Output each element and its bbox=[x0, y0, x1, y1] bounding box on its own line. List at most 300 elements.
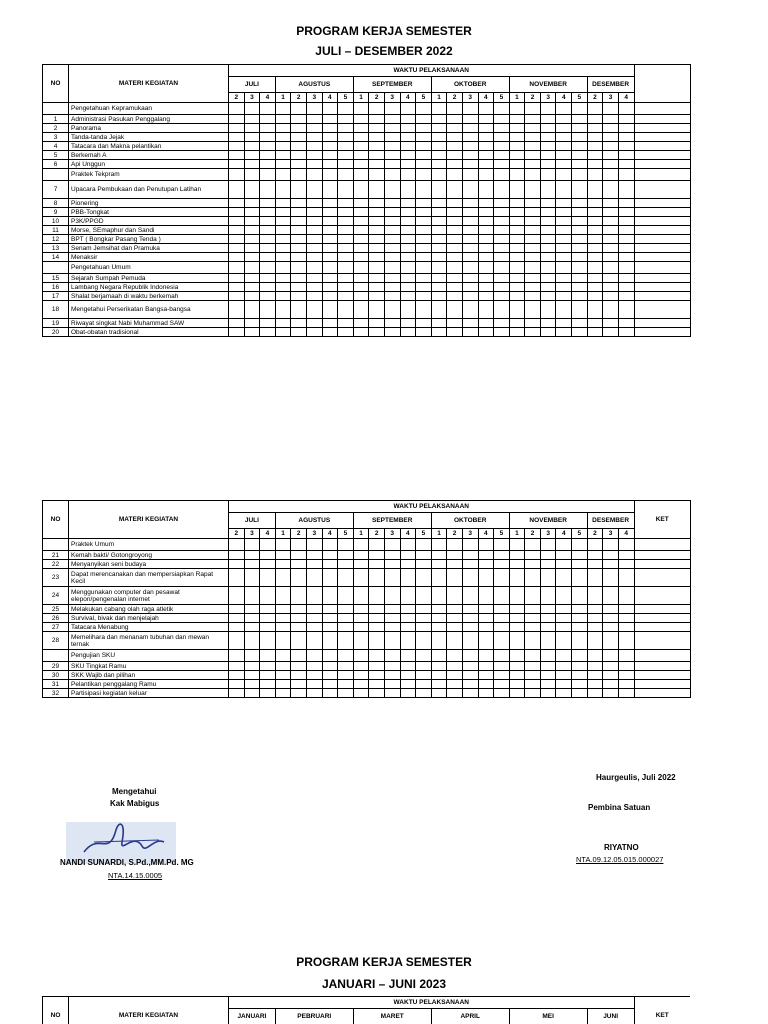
week-cell bbox=[416, 115, 432, 124]
week-cell bbox=[587, 662, 603, 671]
week-cell bbox=[338, 689, 354, 698]
ket-cell bbox=[634, 169, 690, 181]
week-cell bbox=[369, 650, 385, 662]
week-cell bbox=[275, 614, 291, 623]
week-cell bbox=[603, 680, 619, 689]
week-cell bbox=[462, 551, 478, 560]
week-cell bbox=[244, 262, 260, 274]
week-cell bbox=[540, 199, 556, 208]
week-cell bbox=[540, 235, 556, 244]
schedule-table-3 bbox=[42, 996, 690, 1024]
week-cell bbox=[306, 262, 322, 274]
week-cell bbox=[462, 623, 478, 632]
week-cell bbox=[369, 560, 385, 569]
row-materi: Mengetahui Perserikatan Bangsa-bangsa bbox=[69, 301, 229, 319]
week-cell bbox=[603, 551, 619, 560]
week-cell bbox=[353, 199, 369, 208]
week-cell bbox=[618, 301, 634, 319]
row-no: 5 bbox=[43, 151, 69, 160]
week-cell bbox=[384, 587, 400, 605]
week-cell bbox=[260, 605, 276, 614]
week-cell bbox=[260, 560, 276, 569]
week-header: 2 bbox=[291, 93, 307, 103]
week-cell bbox=[618, 689, 634, 698]
week-cell bbox=[275, 235, 291, 244]
week-cell bbox=[416, 539, 432, 551]
week-cell bbox=[462, 142, 478, 151]
week-cell bbox=[556, 115, 572, 124]
week-cell bbox=[509, 124, 525, 133]
week-cell bbox=[306, 539, 322, 551]
week-cell bbox=[540, 539, 556, 551]
week-cell bbox=[353, 632, 369, 650]
week-cell bbox=[587, 142, 603, 151]
week-cell bbox=[447, 292, 463, 301]
table-row bbox=[43, 115, 691, 124]
week-cell bbox=[275, 274, 291, 283]
week-cell bbox=[322, 689, 338, 698]
week-cell bbox=[338, 319, 354, 328]
week-cell bbox=[384, 226, 400, 235]
week-cell bbox=[556, 301, 572, 319]
week-cell bbox=[462, 301, 478, 319]
week-cell bbox=[384, 283, 400, 292]
week-cell bbox=[400, 662, 416, 671]
row-no: 6 bbox=[43, 160, 69, 169]
week-cell bbox=[494, 587, 510, 605]
week-cell bbox=[462, 632, 478, 650]
week-cell bbox=[494, 160, 510, 169]
week-cell bbox=[384, 274, 400, 283]
week-cell bbox=[291, 632, 307, 650]
section-label: Pengetahuan Umum bbox=[69, 262, 229, 274]
week-cell bbox=[494, 142, 510, 151]
row-materi: Tanda-tanda Jejak bbox=[69, 133, 229, 142]
week-cell bbox=[353, 587, 369, 605]
week-cell bbox=[275, 605, 291, 614]
week-cell bbox=[525, 680, 541, 689]
week-cell bbox=[556, 283, 572, 292]
week-cell bbox=[603, 169, 619, 181]
week-cell bbox=[447, 274, 463, 283]
week-cell bbox=[525, 283, 541, 292]
week-cell bbox=[353, 103, 369, 115]
week-cell bbox=[462, 208, 478, 217]
week-cell bbox=[540, 244, 556, 253]
week-cell bbox=[384, 605, 400, 614]
table-row bbox=[43, 181, 691, 199]
row-no: 29 bbox=[43, 662, 69, 671]
week-cell bbox=[462, 328, 478, 337]
section-label: Praktek Tekpram bbox=[69, 169, 229, 181]
week-cell bbox=[306, 124, 322, 133]
week-cell bbox=[525, 671, 541, 680]
week-cell bbox=[509, 253, 525, 262]
week-cell bbox=[447, 133, 463, 142]
week-cell bbox=[494, 614, 510, 623]
week-cell bbox=[525, 614, 541, 623]
week-cell bbox=[322, 142, 338, 151]
week-cell bbox=[322, 560, 338, 569]
week-cell bbox=[478, 142, 494, 151]
week-cell bbox=[369, 623, 385, 632]
week-cell bbox=[275, 632, 291, 650]
week-cell bbox=[369, 151, 385, 160]
week-cell bbox=[572, 208, 588, 217]
week-cell bbox=[587, 539, 603, 551]
week-cell bbox=[540, 560, 556, 569]
week-cell bbox=[322, 671, 338, 680]
week-cell bbox=[431, 301, 447, 319]
week-cell bbox=[384, 662, 400, 671]
week-cell bbox=[244, 235, 260, 244]
week-cell bbox=[603, 253, 619, 262]
week-cell bbox=[291, 160, 307, 169]
week-cell bbox=[306, 587, 322, 605]
row-materi: Sejarah Sumpah Pemuda bbox=[69, 274, 229, 283]
week-cell bbox=[369, 208, 385, 217]
right-role: Pembina Satuan bbox=[588, 803, 651, 812]
week-cell bbox=[291, 199, 307, 208]
week-cell bbox=[525, 133, 541, 142]
month-header: AGUSTUS bbox=[275, 513, 353, 529]
week-cell bbox=[291, 605, 307, 614]
table-row bbox=[43, 244, 691, 253]
week-cell bbox=[369, 253, 385, 262]
week-cell bbox=[244, 614, 260, 623]
week-cell bbox=[603, 283, 619, 292]
week-cell bbox=[556, 253, 572, 262]
table-row bbox=[43, 662, 691, 671]
table-row bbox=[43, 142, 691, 151]
table-row bbox=[43, 151, 691, 160]
week-cell bbox=[556, 605, 572, 614]
week-cell bbox=[416, 560, 432, 569]
week-cell bbox=[556, 587, 572, 605]
week-cell bbox=[494, 235, 510, 244]
week-cell bbox=[556, 142, 572, 151]
week-cell bbox=[587, 244, 603, 253]
week-cell bbox=[338, 199, 354, 208]
week-cell bbox=[322, 614, 338, 623]
week-cell bbox=[431, 587, 447, 605]
week-cell bbox=[416, 292, 432, 301]
ket-cell bbox=[634, 689, 690, 698]
week-cell bbox=[369, 680, 385, 689]
week-cell bbox=[400, 151, 416, 160]
week-cell bbox=[556, 103, 572, 115]
week-cell bbox=[275, 623, 291, 632]
week-cell bbox=[587, 671, 603, 680]
table-row bbox=[43, 632, 691, 650]
week-cell bbox=[353, 169, 369, 181]
week-cell bbox=[447, 208, 463, 217]
week-cell bbox=[291, 169, 307, 181]
week-cell bbox=[603, 614, 619, 623]
week-cell bbox=[587, 551, 603, 560]
week-cell bbox=[322, 569, 338, 587]
week-cell bbox=[338, 208, 354, 217]
week-cell bbox=[556, 650, 572, 662]
week-cell bbox=[260, 632, 276, 650]
week-cell bbox=[229, 680, 245, 689]
week-cell bbox=[431, 689, 447, 698]
week-cell bbox=[260, 133, 276, 142]
week-cell bbox=[260, 169, 276, 181]
week-cell bbox=[447, 301, 463, 319]
week-cell bbox=[369, 328, 385, 337]
week-cell bbox=[260, 614, 276, 623]
week-cell bbox=[587, 124, 603, 133]
week-cell bbox=[572, 632, 588, 650]
week-cell bbox=[447, 217, 463, 226]
week-cell bbox=[556, 671, 572, 680]
week-cell bbox=[275, 292, 291, 301]
week-cell bbox=[416, 151, 432, 160]
page-subtitle-2: JANUARI – JUNI 2023 bbox=[321, 977, 447, 991]
table-row bbox=[43, 292, 691, 301]
week-cell bbox=[275, 151, 291, 160]
week-cell bbox=[338, 103, 354, 115]
week-header: 2 bbox=[525, 529, 541, 539]
week-cell bbox=[478, 539, 494, 551]
row-materi: Survival, bivak dan menjelajah bbox=[69, 614, 229, 623]
week-header: 4 bbox=[618, 93, 634, 103]
ket-cell bbox=[634, 569, 690, 587]
week-cell bbox=[431, 253, 447, 262]
row-no: 25 bbox=[43, 605, 69, 614]
week-header: 5 bbox=[572, 93, 588, 103]
week-cell bbox=[540, 569, 556, 587]
week-cell bbox=[260, 587, 276, 605]
week-cell bbox=[540, 650, 556, 662]
week-cell bbox=[431, 142, 447, 151]
week-cell bbox=[618, 560, 634, 569]
week-cell bbox=[618, 181, 634, 199]
week-cell bbox=[229, 614, 245, 623]
week-header: 4 bbox=[478, 93, 494, 103]
week-cell bbox=[260, 319, 276, 328]
week-cell bbox=[478, 181, 494, 199]
week-cell bbox=[306, 217, 322, 226]
week-cell bbox=[572, 328, 588, 337]
week-cell bbox=[275, 560, 291, 569]
table-row bbox=[43, 217, 691, 226]
week-cell bbox=[260, 328, 276, 337]
week-cell bbox=[509, 115, 525, 124]
week-cell bbox=[587, 151, 603, 160]
week-cell bbox=[618, 283, 634, 292]
header-waktu: WAKTU PELAKSANAAN bbox=[229, 65, 635, 77]
week-cell bbox=[400, 115, 416, 124]
week-cell bbox=[509, 160, 525, 169]
week-cell bbox=[478, 124, 494, 133]
week-cell bbox=[509, 662, 525, 671]
week-cell bbox=[603, 587, 619, 605]
week-cell bbox=[603, 623, 619, 632]
week-cell bbox=[431, 328, 447, 337]
week-cell bbox=[603, 650, 619, 662]
week-cell bbox=[384, 614, 400, 623]
week-header: 1 bbox=[431, 93, 447, 103]
week-cell bbox=[431, 244, 447, 253]
week-cell bbox=[291, 587, 307, 605]
week-cell bbox=[462, 671, 478, 680]
section-label: Pengetahuan Kepramukaan bbox=[69, 103, 229, 115]
week-cell bbox=[291, 283, 307, 292]
month-header: JANUARI bbox=[229, 1009, 276, 1024]
week-cell bbox=[603, 142, 619, 151]
week-cell bbox=[229, 587, 245, 605]
week-cell bbox=[291, 328, 307, 337]
schedule-table-1 bbox=[42, 64, 691, 337]
week-cell bbox=[353, 151, 369, 160]
week-cell bbox=[229, 199, 245, 208]
month-header: SEPTEMBER bbox=[353, 513, 431, 529]
week-cell bbox=[384, 142, 400, 151]
week-cell bbox=[525, 208, 541, 217]
week-cell bbox=[494, 181, 510, 199]
week-cell bbox=[478, 301, 494, 319]
week-cell bbox=[447, 539, 463, 551]
week-cell bbox=[244, 560, 260, 569]
week-cell bbox=[478, 671, 494, 680]
week-cell bbox=[229, 181, 245, 199]
week-cell bbox=[369, 569, 385, 587]
week-header: 3 bbox=[384, 93, 400, 103]
week-cell bbox=[447, 650, 463, 662]
week-cell bbox=[603, 301, 619, 319]
week-cell bbox=[244, 605, 260, 614]
row-materi: Memelihara dan menanam tubuhan dan mewan ternak bbox=[69, 632, 229, 650]
week-cell bbox=[540, 671, 556, 680]
week-cell bbox=[525, 632, 541, 650]
week-cell bbox=[494, 151, 510, 160]
week-cell bbox=[556, 226, 572, 235]
row-materi: Senam Jemsihat dan Pramuka bbox=[69, 244, 229, 253]
week-cell bbox=[369, 115, 385, 124]
week-cell bbox=[229, 328, 245, 337]
row-no: 1 bbox=[43, 115, 69, 124]
week-cell bbox=[400, 103, 416, 115]
week-cell bbox=[525, 587, 541, 605]
week-cell bbox=[416, 319, 432, 328]
week-cell bbox=[384, 208, 400, 217]
week-cell bbox=[540, 689, 556, 698]
week-cell bbox=[587, 253, 603, 262]
table-row bbox=[43, 539, 691, 551]
table-row bbox=[43, 319, 691, 328]
week-cell bbox=[353, 235, 369, 244]
week-cell bbox=[260, 199, 276, 208]
month-header: DESEMBER bbox=[587, 77, 634, 93]
week-cell bbox=[478, 169, 494, 181]
week-cell bbox=[322, 235, 338, 244]
week-cell bbox=[525, 262, 541, 274]
week-cell bbox=[260, 301, 276, 319]
left-signer-name: NANDI SUNARDI, S.Pd.,MM.Pd. MG bbox=[60, 858, 194, 867]
week-cell bbox=[338, 235, 354, 244]
week-cell bbox=[416, 142, 432, 151]
week-cell bbox=[478, 560, 494, 569]
week-cell bbox=[431, 632, 447, 650]
week-cell bbox=[353, 124, 369, 133]
week-cell bbox=[618, 217, 634, 226]
ket-cell bbox=[634, 623, 690, 632]
week-cell bbox=[431, 169, 447, 181]
week-cell bbox=[306, 614, 322, 623]
week-cell bbox=[275, 226, 291, 235]
week-cell bbox=[556, 274, 572, 283]
week-cell bbox=[603, 199, 619, 208]
week-cell bbox=[275, 689, 291, 698]
week-cell bbox=[603, 235, 619, 244]
week-cell bbox=[322, 124, 338, 133]
week-cell bbox=[525, 328, 541, 337]
week-cell bbox=[384, 671, 400, 680]
week-header: 3 bbox=[540, 529, 556, 539]
month-header: MARET bbox=[353, 1009, 431, 1024]
row-no bbox=[43, 103, 69, 115]
week-cell bbox=[447, 151, 463, 160]
week-cell bbox=[462, 680, 478, 689]
week-cell bbox=[572, 181, 588, 199]
week-header: 3 bbox=[540, 93, 556, 103]
ket-cell bbox=[634, 151, 690, 160]
week-cell bbox=[400, 181, 416, 199]
week-cell bbox=[540, 103, 556, 115]
week-cell bbox=[244, 253, 260, 262]
week-cell bbox=[431, 124, 447, 133]
week-cell bbox=[306, 244, 322, 253]
table-row bbox=[43, 605, 691, 614]
week-cell bbox=[478, 199, 494, 208]
week-cell bbox=[306, 319, 322, 328]
week-cell bbox=[291, 208, 307, 217]
row-materi: Berkemah A bbox=[69, 151, 229, 160]
week-cell bbox=[306, 689, 322, 698]
header-no: NO bbox=[43, 997, 69, 1024]
week-cell bbox=[447, 662, 463, 671]
ket-cell bbox=[634, 133, 690, 142]
week-cell bbox=[431, 319, 447, 328]
week-cell bbox=[275, 217, 291, 226]
week-cell bbox=[478, 151, 494, 160]
week-cell bbox=[369, 671, 385, 680]
week-cell bbox=[306, 151, 322, 160]
week-cell bbox=[494, 662, 510, 671]
header-materi: MATERI KEGIATAN bbox=[69, 997, 229, 1024]
week-cell bbox=[275, 650, 291, 662]
week-cell bbox=[353, 671, 369, 680]
week-cell bbox=[353, 208, 369, 217]
week-cell bbox=[400, 253, 416, 262]
week-cell bbox=[447, 680, 463, 689]
table-row bbox=[43, 208, 691, 217]
week-cell bbox=[447, 253, 463, 262]
week-cell bbox=[525, 560, 541, 569]
week-cell bbox=[494, 569, 510, 587]
week-cell bbox=[494, 115, 510, 124]
week-cell bbox=[447, 181, 463, 199]
week-cell bbox=[478, 569, 494, 587]
week-cell bbox=[494, 328, 510, 337]
week-cell bbox=[509, 680, 525, 689]
week-cell bbox=[353, 560, 369, 569]
week-cell bbox=[353, 319, 369, 328]
week-cell bbox=[431, 539, 447, 551]
week-cell bbox=[306, 328, 322, 337]
